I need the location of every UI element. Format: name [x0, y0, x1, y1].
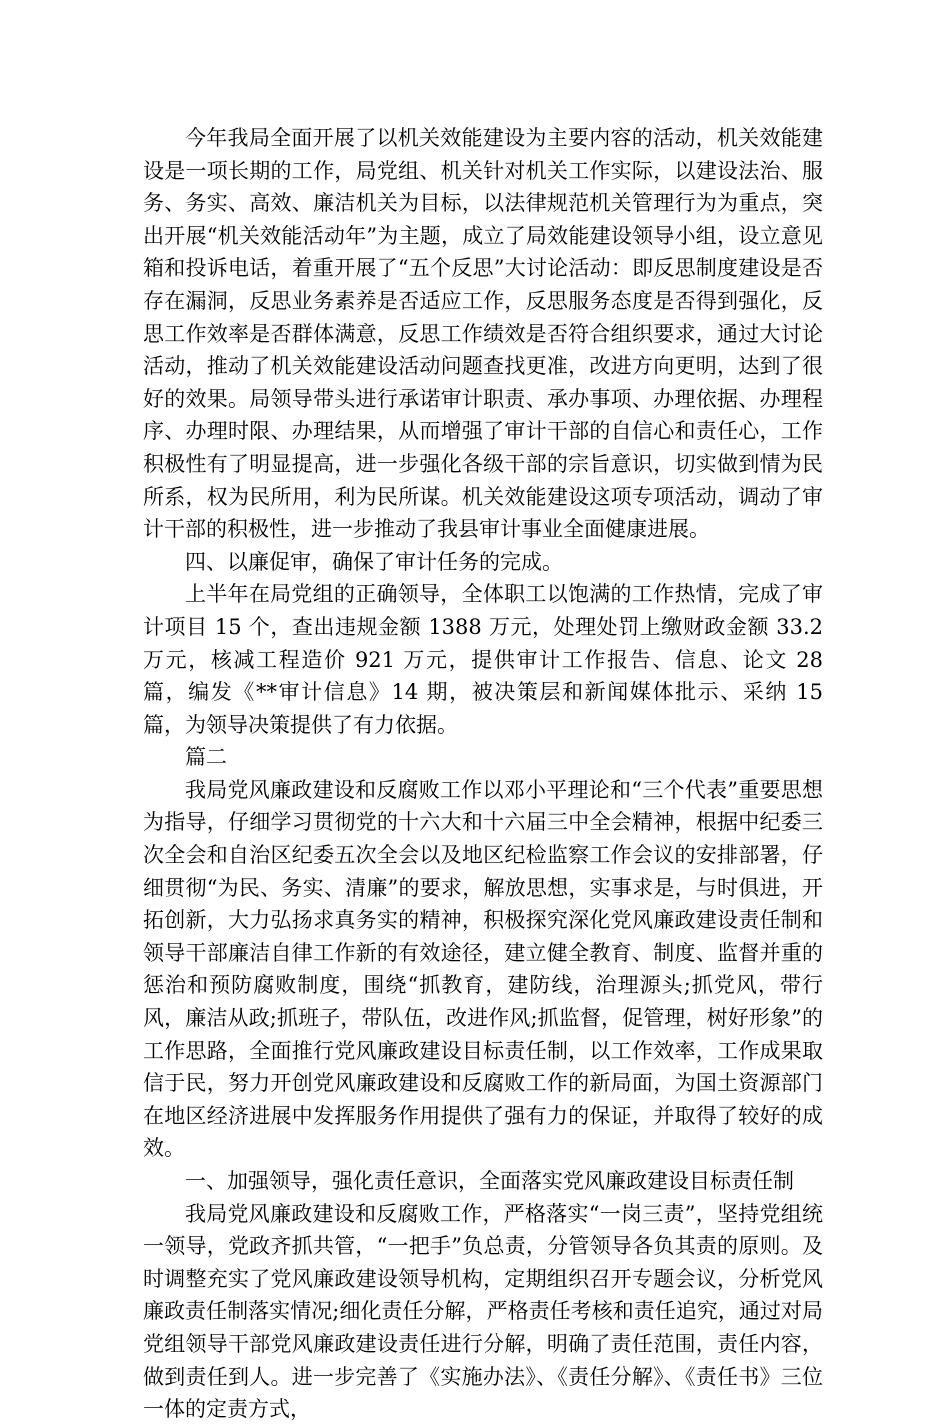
paragraph-responsibility-system: 我局党风廉政建设和反腐败工作，严格落实“一岗三责”，坚持党组统一领导，党政齐抓共管，“一把手”负总责，分管领导各负其责的原则。及时调整充实了党风廉政建设领导机构，定期组织召开专题会议，分析党风廉政责任制落实情况;细化责任分解，严格责任考核和责任追究，通过对局党组领导干部党风廉政建设责任进行分解，明确了责任范围，责任内容，做到责任到人。进一步完善了《实施办法》、《责任分解》、《责任书》三位一体的定责方式， — [143, 1201, 823, 1422]
section-heading-four: 四、以廉促审，确保了审计任务的完成。 — [185, 549, 563, 574]
paragraph-audit-results: 上半年在局党组的正确领导，全体职工以饱满的工作热情，完成了审计项目 15 个，查出违规金额 1388 万元，处理处罚上缴财政金额 33.2 万元，核减工程造价 921 万元，提供审计工作报告、信息、论文 28 篇，编发《**审计信息》14 期，被决策层和新闻媒体批示、采纳 15 篇，为领导决策提供了有力依据。 — [143, 582, 823, 737]
part-two-heading: 篇二 — [185, 745, 227, 770]
paragraph-anti-corruption-overview: 我局党风廉政建设和反腐败工作以邓小平理论和“三个代表”重要思想为指导，仔细学习贯彻党的十六大和十六届三中全会精神，根据中纪委三次全会和自治区纪委五次全会以及地区纪检监察工作会议的安排部署，仔细贯彻“为民、务实、清廉”的要求，解放思想，实事求是，与时俱进，开拓创新，大力弘扬求真务实的精神，积极探究深化党风廉政建设责任制和领导干部廉洁自律工作新的有效途径，建立健全教育、制度、监督并重的惩治和预防腐败制度，围绕“抓教育，建防线，治理源头;抓党风，带行风，廉洁从政;抓班子，带队伍，改进作风;抓监督，促管理，树好形象”的工作思路，全面推行党风廉政建设目标责任制，以工作效率，工作成果取信于民，努力开创党风廉政建设和反腐败工作的新局面，为国土资源部门在地区经济进展中发挥服务作用提供了强有力的保证，并取得了较好的成效。 — [143, 777, 823, 1161]
document-page — [143, 122, 823, 1426]
section-heading-one: 一、加强领导，强化责任意识，全面落实党风廉政建设目标责任制 — [185, 1169, 794, 1193]
paragraph-efficiency-building: 今年我局全面开展了以机关效能建设为主要内容的活动，机关效能建设是一项长期的工作，局党组、机关针对机关工作实际，以建设法治、服务、务实、高效、廉洁机关为目标，以法律规范机关管理行为为重点，突出开展“机关效能活动年”为主题，成立了局效能建设领导小组，设立意见箱和投诉电话，着重开展了“五个反思”大讨论活动：即反思制度建设是否存在漏洞，反思业务素养是否适应工作，反思服务态度是否得到强化，反思工作效率是否群体满意，反思工作绩效是否符合组织要求，通过大讨论活动，推动了机关效能建设活动问题查找更准，改进方向更明，达到了很好的效果。局领导带头进行承诺审计职责、承办事项、办理依据、办理程序、办理时限、办理结果，从而增强了审计干部的自信心和责任心，工作积极性有了明显提高，进一步强化各级干部的宗旨意识，切实做到情为民所系，权为民所用，利为民所谋。机关效能建设这项专项活动，调动了审计干部的积极性，进一步推动了我县审计事业全面健康进展。 — [143, 126, 823, 542]
